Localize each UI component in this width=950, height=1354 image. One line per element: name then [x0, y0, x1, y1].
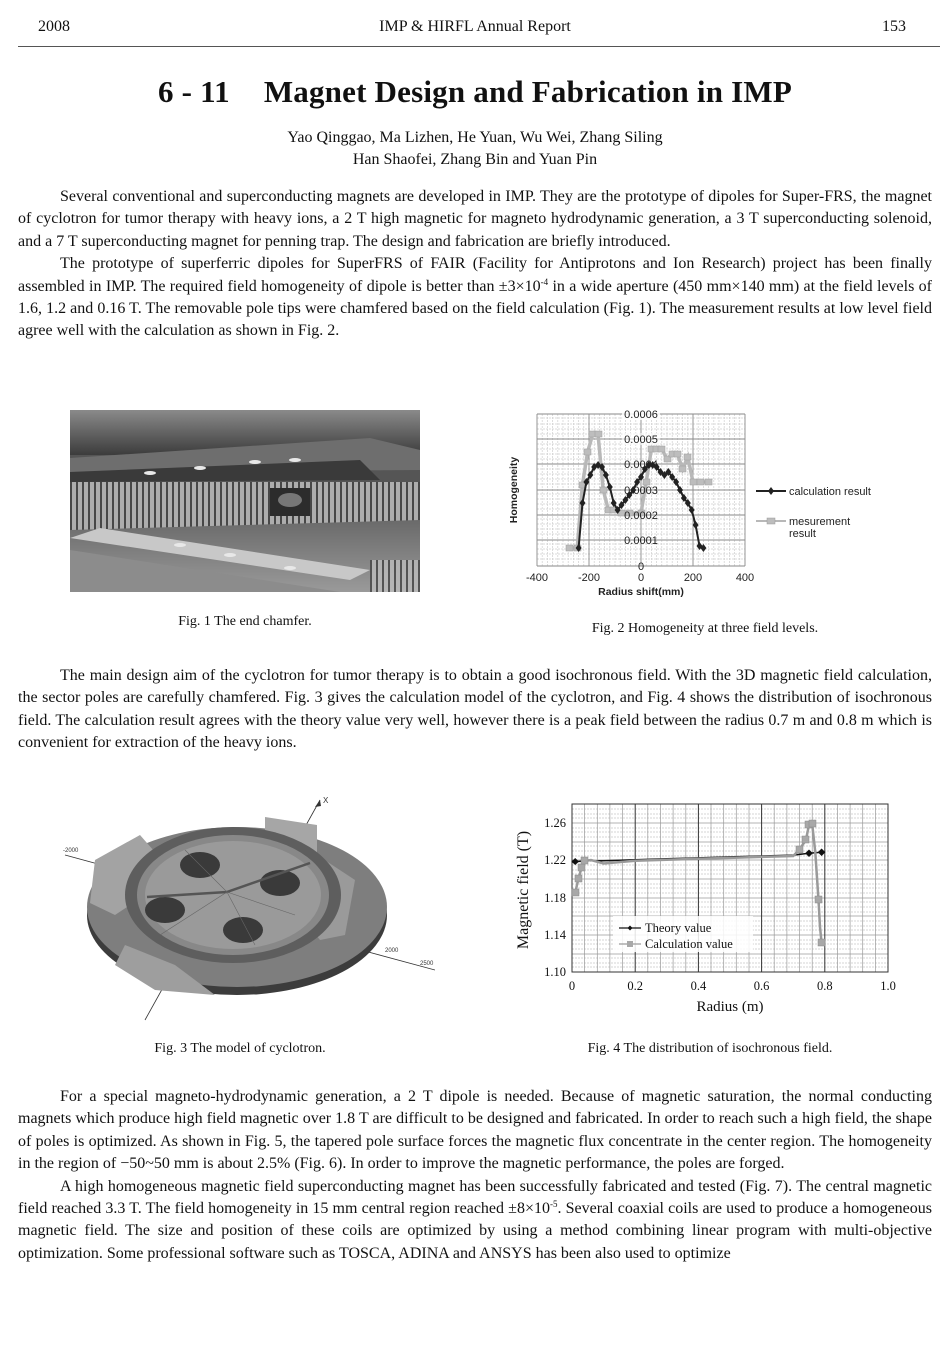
- svg-text:Theory value: Theory value: [645, 921, 712, 935]
- svg-text:0.0003: 0.0003: [624, 485, 658, 497]
- x-tick-labels: [526, 572, 754, 584]
- homogeneity-chart: [505, 405, 910, 605]
- svg-text:0.0005: 0.0005: [624, 434, 658, 446]
- svg-text:-400: -400: [525, 572, 549, 584]
- article-number: 6 - 11: [157, 74, 230, 109]
- svg-text:1.0: 1.0: [880, 979, 896, 993]
- isochronous-field-chart: [505, 795, 915, 1025]
- paragraph-5: A high homogeneous magnetic field superconducting magnet has been successfully fabricated and tested (Fig. 7). The central magnetic field reached 3.3 T. The field homogeneity in 15 mm central region reached $\pm 8\times 10^{-5}$. Several coaxial coils are used to produce a homogeneous magnetic field. The size and position of these coils are optimized by using a method combining linear program with multi-objective optimization. Some professional software such as TOSCA, ADINA and ANSYS has been also used to optimize: [18, 1177, 933, 1262]
- paragraph-2: The prototype of superferric dipoles for SuperFRS of FAIR (Facility for Antiprotons and Ion Research) project has been finally assembled in IMP. The required field homogeneity of dipole is better than $\pm 3\times 10^{-4}$ in a wide aperture (450 mm×140 mm) at the field levels of 1.6, 1.2 and 0.16 T. The removable pole tips were chamfered based on the field calculation (Fig. 1). The measurement results at low level field agree well with the calculation as shown in Fig. 2.: [18, 255, 932, 340]
- x-axis-label: Radius (m): [696, 999, 764, 1015]
- y-axis-label: Homogeneity: [508, 456, 520, 524]
- figure-4-chart: [505, 795, 915, 1025]
- running-header-year: 2008: [38, 18, 70, 35]
- svg-text:-200: -200: [577, 572, 601, 584]
- svg-text:1.18: 1.18: [544, 891, 566, 905]
- figure-2-caption: Fig. 2 Homogeneity at three field levels.: [591, 621, 819, 636]
- svg-text:0.8: 0.8: [816, 979, 833, 993]
- svg-text:0.0004: 0.0004: [624, 459, 658, 471]
- svg-text:0.2: 0.2: [627, 979, 644, 993]
- svg-text:0: 0: [637, 572, 645, 584]
- mhd-and-sc-section: [18, 1086, 932, 1265]
- chart-legend: [756, 486, 871, 540]
- svg-text:2000: 2000: [385, 948, 399, 954]
- paragraph-3: The main design aim of the cyclotron for tumor therapy is to obtain a good isochronous field. With the 3D magnetic field calculation, the sector poles are carefully chamfered. Fig. 3 gives the calculation model of the cyclotron, and Fig. 4 shows the distribution of isochronous field. The calculation result agrees with the theory value very well, however there is a peak field between the radius 0.7 m and 0.8 m which is convenient for extraction of the heavy ions.: [18, 667, 932, 752]
- y-tick-labels: [544, 816, 567, 979]
- svg-text:400: 400: [735, 572, 755, 584]
- y-axis-label: Magnetic field (T): [515, 830, 532, 950]
- dipole-chamfer-photo: [70, 410, 420, 592]
- figure-4-caption: Fig. 4 The distribution of isochronous field.: [587, 1041, 833, 1056]
- svg-text:X: X: [323, 796, 329, 805]
- svg-text:mesurement: mesurement: [789, 516, 851, 528]
- svg-text:200: 200: [683, 572, 703, 584]
- svg-text:1.26: 1.26: [544, 816, 566, 830]
- page-number: 153: [882, 18, 906, 35]
- svg-text:0.0002: 0.0002: [624, 510, 658, 522]
- authors-line-1: Yao Qinggao, Ma Lizhen, He Yuan, Wu Wei, Zhang Siling: [287, 129, 663, 146]
- svg-text:0.6: 0.6: [753, 979, 770, 993]
- svg-text:0.0006: 0.0006: [624, 409, 658, 421]
- article-title-text: Magnet Design and Fabrication in IMP: [263, 74, 792, 109]
- svg-text:1.14: 1.14: [544, 928, 566, 942]
- running-header-journal: IMP & HIRFL Annual Report: [379, 18, 571, 35]
- article-title: [0, 74, 950, 110]
- svg-text:0.4: 0.4: [690, 979, 707, 993]
- svg-text:0: 0: [568, 979, 576, 993]
- header-rule: [18, 46, 940, 47]
- svg-text:2500: 2500: [420, 961, 434, 967]
- figure-1-caption: Fig. 1 The end chamfer.: [178, 614, 312, 629]
- svg-text:0: 0: [637, 561, 645, 573]
- paragraph-4: For a special magneto-hydrodynamic generation, a 2 T dipole is needed. Because of magnetic saturation, the normal conducting magnets which produce high field magnetic over 1.8 T are difficult to be designed and fabricated. In order to reach such a high field, the shape of poles is optimized. As shown in Fig. 5, the tapered pole surface forces the magnetic flux concentrate in the center region. The homogeneity in the region of −50~50 mm is about 2.5% (Fig. 6). In order to improve the magnetic performance, the poles are forged.: [18, 1088, 932, 1173]
- authors-line-2: Han Shaofei, Zhang Bin and Yuan Pin: [352, 151, 598, 168]
- chart-legend: [613, 916, 753, 952]
- figure-3-image: [55, 795, 435, 1025]
- figure-1-image: [70, 410, 420, 592]
- cyclotron-model: [55, 795, 435, 1025]
- svg-text:1.22: 1.22: [544, 853, 566, 867]
- svg-text:0.0001: 0.0001: [624, 535, 658, 547]
- svg-text:Calculation value: Calculation value: [645, 937, 733, 951]
- paragraph-1: Several conventional and superconducting magnets are developed in IMP. They are the prototype of dipoles for Super-FRS, the magnet of cyclotron for tumor therapy with heavy ions, a 2 T high magnetic for magneto hydrodynamic generation, a 3 T superconducting solenoid, and a 7 T superconducting magnet for penning trap. The design and fabrication are briefly introduced.: [18, 188, 932, 250]
- intro-section: [18, 186, 932, 343]
- figure-2-chart: [505, 405, 910, 605]
- x-axis-label: Radius shift(mm): [598, 586, 684, 598]
- svg-text:-2000: -2000: [63, 848, 79, 854]
- svg-text:result: result: [789, 528, 816, 540]
- x-tick-labels: [569, 979, 896, 993]
- figure-3-caption: Fig. 3 The model of cyclotron.: [154, 1041, 326, 1056]
- svg-text:calculation result: calculation result: [789, 486, 871, 498]
- svg-text:1.10: 1.10: [544, 965, 566, 979]
- cyclotron-section: [18, 665, 932, 755]
